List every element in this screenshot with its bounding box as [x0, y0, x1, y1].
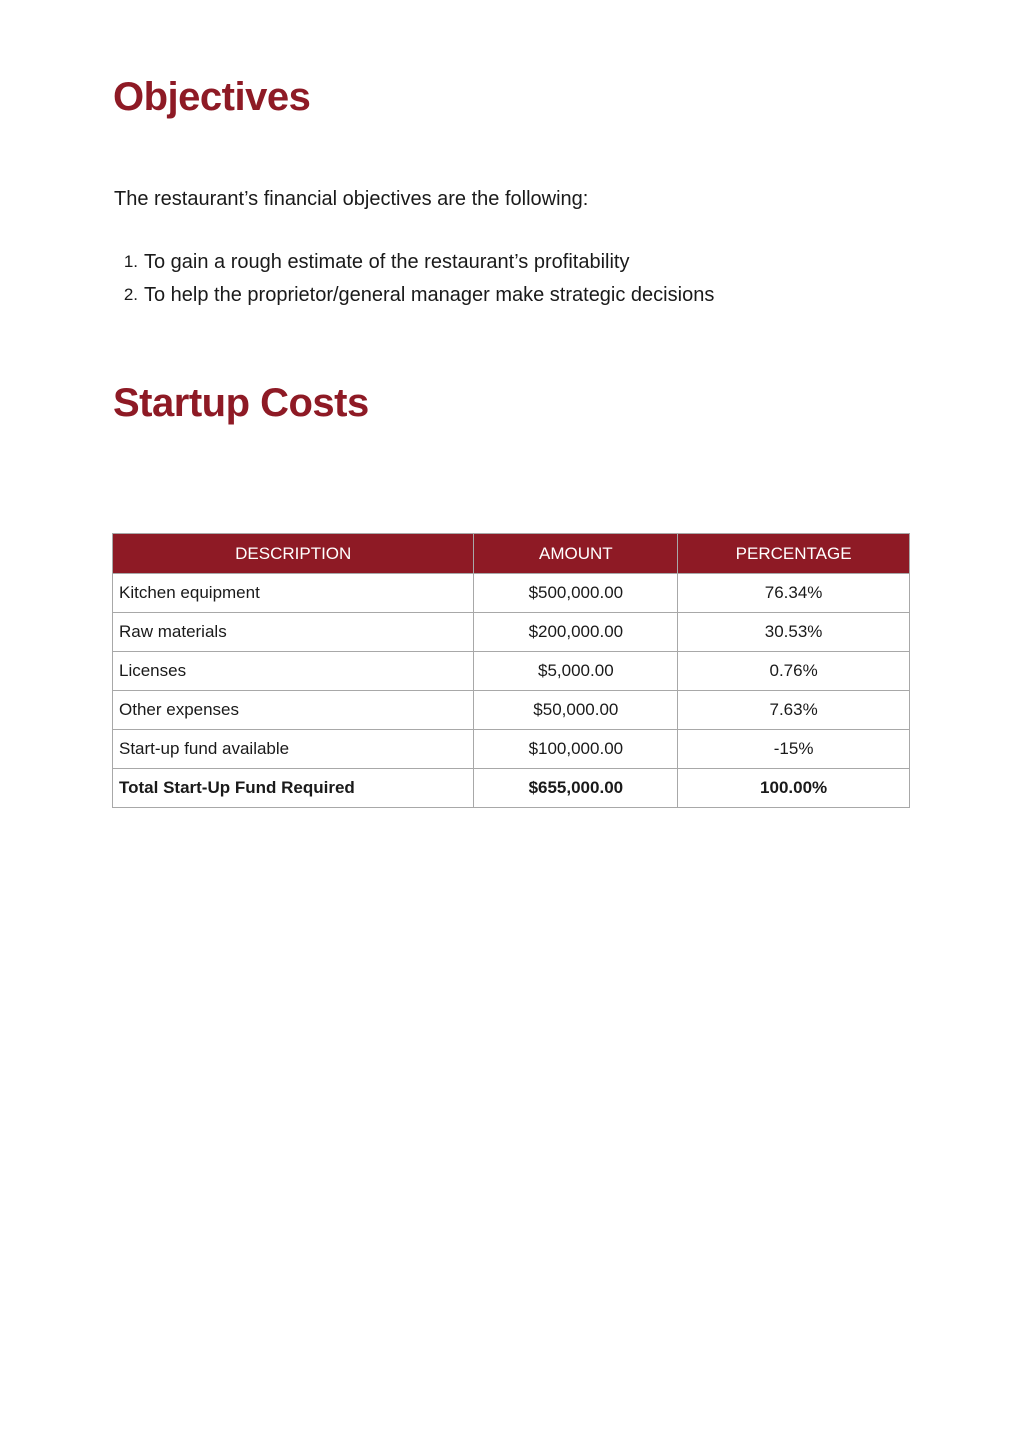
column-header-percentage: PERCENTAGE [678, 534, 910, 574]
column-header-amount: AMOUNT [474, 534, 678, 574]
total-amount: $655,000.00 [474, 769, 678, 808]
startup-costs-table [112, 533, 910, 808]
cell-description: Other expenses [113, 691, 474, 730]
cell-description: Licenses [113, 652, 474, 691]
cell-percentage: 0.76% [678, 652, 910, 691]
table-row [113, 613, 910, 652]
table-row [113, 691, 910, 730]
objectives-list [114, 250, 714, 316]
table-row [113, 652, 910, 691]
cell-amount: $5,000.00 [474, 652, 678, 691]
startup-costs-heading: Startup Costs [113, 381, 369, 425]
objective-item [114, 250, 714, 283]
objective-number: 2. [123, 285, 138, 304]
cell-amount: $50,000.00 [474, 691, 678, 730]
table-row [113, 730, 910, 769]
objectives-intro: The restaurant’s financial objectives are the following: [114, 188, 589, 210]
table-row [113, 574, 910, 613]
column-header-description: DESCRIPTION [113, 534, 474, 574]
cell-description: Kitchen equipment [113, 574, 474, 613]
total-description: Total Start-Up Fund Required [113, 769, 474, 808]
table-header-row [113, 534, 910, 574]
objective-text: To gain a rough estimate of the restaurant’s profitability [144, 251, 630, 273]
objective-text: To help the proprietor/general manager make strategic decisions [144, 284, 715, 306]
cell-amount: $200,000.00 [474, 613, 678, 652]
objective-item [114, 283, 714, 316]
table-total-row [113, 769, 910, 808]
cell-percentage: -15% [678, 730, 910, 769]
cell-percentage: 30.53% [678, 613, 910, 652]
total-percentage: 100.00% [678, 769, 910, 808]
cell-amount: $500,000.00 [474, 574, 678, 613]
objective-number: 1. [123, 252, 138, 271]
objectives-heading: Objectives [113, 75, 311, 119]
cell-description: Start-up fund available [113, 730, 474, 769]
cell-percentage: 7.63% [678, 691, 910, 730]
cell-description: Raw materials [113, 613, 474, 652]
cell-amount: $100,000.00 [474, 730, 678, 769]
cell-percentage: 76.34% [678, 574, 910, 613]
